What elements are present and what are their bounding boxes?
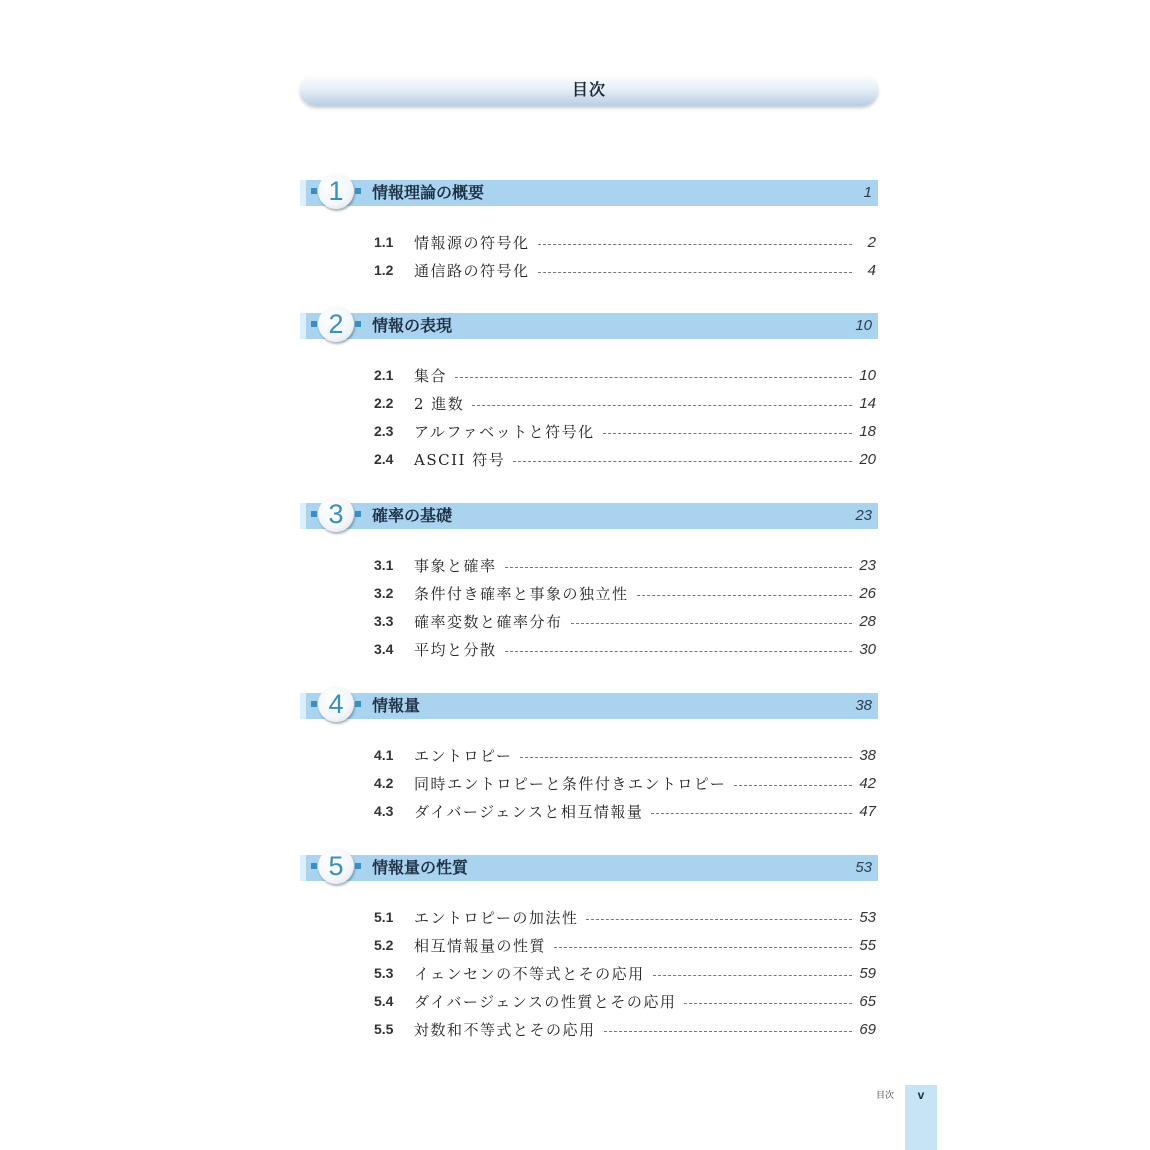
section-number: 4.2 (374, 775, 394, 791)
dot-leader (637, 595, 852, 596)
section-page: 10 (859, 366, 876, 384)
toc-entry[interactable] (374, 445, 878, 473)
toc-entry[interactable] (374, 797, 878, 825)
chapter-5 (300, 851, 878, 1043)
chapter-number: 1 (328, 176, 344, 206)
dot-leader (520, 757, 852, 758)
badge-left-square (311, 511, 317, 517)
section-list (300, 228, 878, 284)
section-list (300, 551, 878, 663)
dot-leader (538, 244, 852, 245)
section-title: 対数和不等式とその応用 (414, 1020, 596, 1039)
chapter-number: 4 (328, 689, 344, 719)
section-page: 18 (859, 422, 876, 440)
section-number: 5.2 (374, 937, 394, 953)
chapter-page: 38 (855, 697, 872, 714)
section-number: 5.5 (374, 1021, 394, 1037)
chapter-heading[interactable] (300, 499, 878, 529)
toc-entry[interactable] (374, 417, 878, 445)
toc-entry[interactable] (374, 256, 878, 284)
chapter-number: 3 (328, 499, 344, 529)
chapter-title: 情報量 (372, 696, 421, 715)
toc-title: 目次 (300, 74, 878, 106)
chapter-title: 情報量の性質 (372, 858, 469, 877)
section-title: ダイバージェンスの性質とその応用 (414, 992, 677, 1011)
toc-entry[interactable] (374, 551, 878, 579)
section-title: 確率変数と確率分布 (414, 612, 563, 631)
chapter-number: 2 (328, 309, 344, 339)
section-page: 2 (867, 233, 876, 251)
section-number: 2.2 (374, 395, 394, 411)
dot-leader (505, 651, 852, 652)
toc-entry[interactable] (374, 769, 878, 797)
section-number: 3.4 (374, 641, 394, 657)
chapter-title: 情報の表現 (372, 316, 453, 335)
toc-entry[interactable] (374, 1015, 878, 1043)
badge-left-square (311, 321, 317, 327)
badge-left-square (311, 701, 317, 707)
toc-entry[interactable] (374, 361, 878, 389)
toc-entry[interactable] (374, 228, 878, 256)
dot-leader (472, 405, 852, 406)
chapter-1 (300, 176, 878, 284)
section-page: 53 (859, 908, 876, 926)
section-number: 2.1 (374, 367, 394, 383)
section-title: 情報源の符号化 (414, 233, 530, 252)
badge-right-square (355, 701, 361, 707)
section-page: 42 (859, 774, 876, 792)
section-list (300, 903, 878, 1043)
dot-leader (455, 377, 852, 378)
section-page: 47 (859, 802, 876, 820)
section-number: 5.1 (374, 909, 394, 925)
chapter-page: 1 (863, 184, 872, 201)
section-number: 2.4 (374, 451, 394, 467)
chapter-number-badge (308, 848, 362, 888)
chapter-title: 確率の基礎 (372, 506, 453, 525)
section-number: 2.3 (374, 423, 394, 439)
section-page: 69 (859, 1020, 876, 1038)
section-number: 3.1 (374, 557, 394, 573)
badge-left-square (311, 188, 317, 194)
section-page: 65 (859, 992, 876, 1010)
section-page: 28 (859, 612, 876, 630)
section-title: ダイバージェンスと相互情報量 (414, 802, 644, 821)
dot-leader (571, 623, 852, 624)
chapter-title: 情報理論の概要 (372, 183, 485, 202)
section-list (300, 361, 878, 473)
section-number: 4.1 (374, 747, 394, 763)
section-title: アルファベットと符号化 (414, 422, 595, 441)
page-number: v (917, 1088, 925, 1102)
section-title: 通信路の符号化 (414, 261, 530, 280)
chapter-2 (300, 309, 878, 473)
section-page: 20 (859, 450, 876, 468)
chapter-heading[interactable] (300, 176, 878, 206)
dot-leader (513, 461, 852, 462)
section-title: 事象と確率 (414, 556, 497, 575)
dot-leader (554, 947, 852, 948)
section-number: 1.2 (374, 262, 394, 278)
badge-right-square (355, 863, 361, 869)
section-page: 55 (859, 936, 876, 954)
toc-entry[interactable] (374, 987, 878, 1015)
dot-leader (603, 433, 852, 434)
dot-leader (604, 1031, 852, 1032)
section-number: 1.1 (374, 234, 394, 250)
chapter-number: 5 (328, 851, 344, 881)
dot-leader (653, 975, 852, 976)
section-title: 平均と分散 (414, 640, 497, 659)
toc-entry[interactable] (374, 931, 878, 959)
section-number: 4.3 (374, 803, 394, 819)
chapter-page: 23 (855, 507, 872, 524)
section-page: 59 (859, 964, 876, 982)
dot-leader (684, 1003, 852, 1004)
chapter-heading[interactable] (300, 689, 878, 719)
toc-entry[interactable] (374, 635, 878, 663)
chapter-heading[interactable] (300, 851, 878, 881)
toc-entry[interactable] (374, 579, 878, 607)
section-page: 23 (859, 556, 876, 574)
chapter-3 (300, 499, 878, 663)
section-page: 14 (859, 394, 876, 412)
section-title: 同時エントロピーと条件付きエントロピー (414, 774, 727, 793)
section-title: 集合 (414, 366, 448, 385)
section-title: ASCII 符号 (414, 450, 506, 469)
toc-entry[interactable] (374, 741, 878, 769)
toc-entry[interactable] (374, 389, 878, 417)
section-title: 相互情報量の性質 (414, 936, 547, 955)
badge-left-square (311, 863, 317, 869)
chapter-page: 53 (855, 859, 872, 876)
toc-entry[interactable] (374, 607, 878, 635)
chapter-page: 10 (855, 317, 872, 334)
dot-leader (505, 567, 852, 568)
running-head-label: 目次 (876, 1091, 895, 1101)
section-page: 30 (859, 640, 876, 658)
badge-right-square (355, 321, 361, 327)
dot-leader (538, 272, 852, 273)
chapter-number-badge (308, 306, 362, 346)
section-title: エントロピーの加法性 (414, 908, 579, 927)
chapter-number-badge (308, 686, 362, 726)
section-title: 条件付き確率と事象の独立性 (414, 584, 629, 603)
section-title: 2 進数 (414, 394, 465, 413)
toc-entry[interactable] (374, 959, 878, 987)
section-number: 5.4 (374, 993, 394, 1009)
section-number: 3.3 (374, 613, 394, 629)
section-list (300, 741, 878, 825)
toc-entry[interactable] (374, 903, 878, 931)
chapter-number-badge (308, 173, 362, 213)
dot-leader (651, 813, 852, 814)
section-number: 5.3 (374, 965, 394, 981)
section-page: 38 (859, 746, 876, 764)
chapter-4 (300, 689, 878, 825)
chapter-heading[interactable] (300, 309, 878, 339)
section-title: エントロピー (414, 746, 513, 765)
section-page: 4 (867, 261, 876, 279)
chapter-number-badge (308, 496, 362, 536)
page-number-tab (905, 1085, 937, 1150)
badge-right-square (355, 188, 361, 194)
section-title: イェンセンの不等式とその応用 (414, 964, 645, 983)
section-page: 26 (859, 584, 876, 602)
dot-leader (734, 785, 852, 786)
dot-leader (586, 919, 852, 920)
section-number: 3.2 (374, 585, 394, 601)
badge-right-square (355, 511, 361, 517)
